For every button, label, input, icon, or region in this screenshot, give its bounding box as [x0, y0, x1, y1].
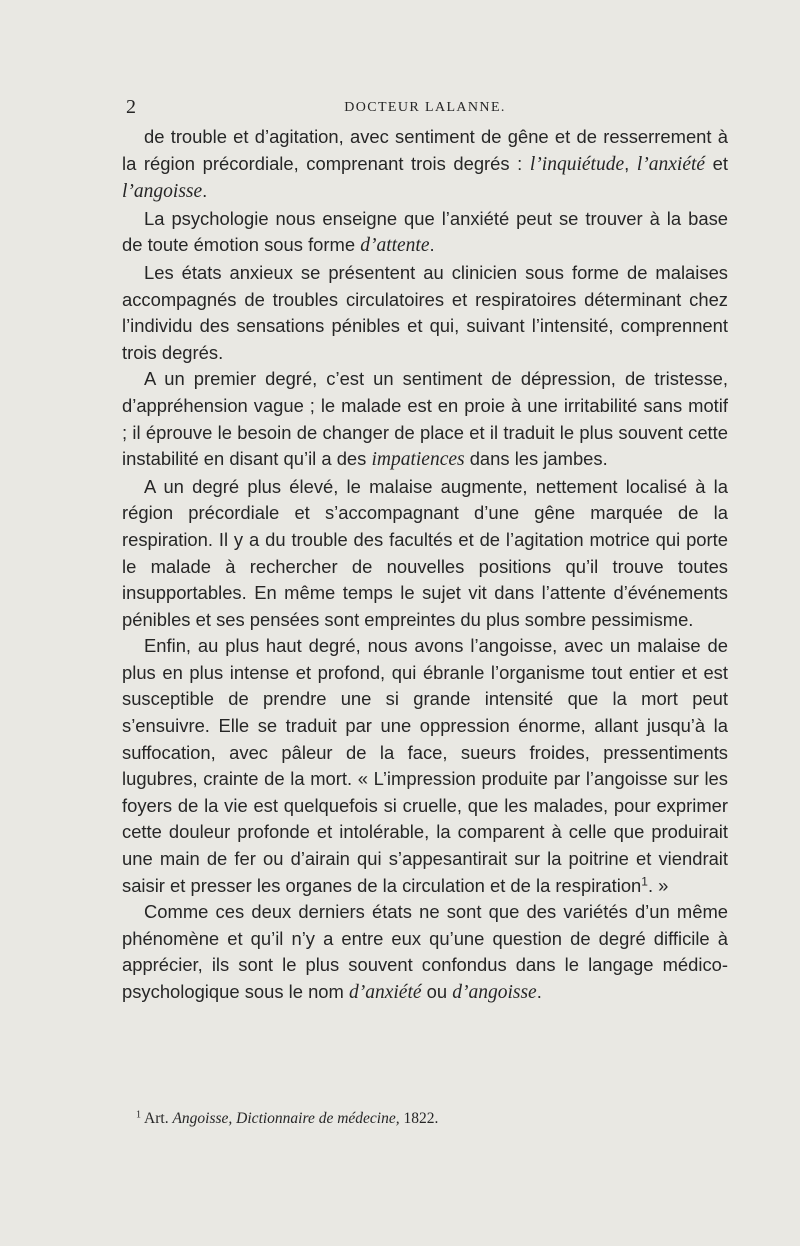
running-head: DOCTEUR LALANNE. [344, 100, 506, 115]
paragraph: A un premier degré, c’est un sentiment de dépression, de tristesse, d’appréhension vague ; le malade est en proie à une irritabilité sans motif ; il éprouve le besoin de changer de place et il traduit le plus souvent cette instabilité en disant qu’il a des impatiences dans les jambes. [122, 368, 728, 471]
footnote-reference[interactable]: 1 [641, 874, 648, 889]
page-header [122, 96, 728, 120]
footnote: $^1$ Art. Angoisse, Dictionnaire de médecine, 1822. [136, 1109, 439, 1127]
paragraph: Comme ces deux derniers états ne sont que des variétés d’un même phénomène et qu’il n’y a entre eux qu’une question de degré difficile à apprécier, ils sont le plus souvent confondus dans le langage médico-psychologique sous le nom d’anxiété ou d’angoisse. [122, 901, 728, 1003]
paragraph: Les états anxieux se présentent au clinicien sous forme de malaises accompagnés de troubles circulatoires et respiratoires déterminant chez l’individu des sensations pénibles et qui, suivant l’intensité, comprennent trois degrés. [122, 261, 728, 363]
page-number: 2 [126, 96, 136, 118]
footnote-marker: 1 [136, 1109, 142, 1121]
paragraph: La psychologie nous enseigne que l’anxiété peut se trouver à la base de toute émotion sous forme d’attente. [122, 207, 728, 257]
body-text [122, 124, 728, 1007]
paragraph: Enfin, au plus haut degré, nous avons l’angoisse, avec un malaise de plus en plus intense et profond, qui ébranle l’organisme tout entier et est susceptible de prendre une si grande intensité que la mort peut s’ensuivre. Elle se traduit par une oppression énorme, allant jusqu’à la suffocation, avec pâleur de la face, sueurs froides, pressentiments lugubres, crainte de la mort. « L’impression produite par l’angoisse sur les foyers de la vie est quelquefois si cruelle, que les malades, pour exprimer cette douleur profonde et intolérable, la comparent à celle que produirait une main de fer ou d’airain qui s’appesantirait sur la poitrine et viendrait saisir et presser les organes de la circulation et de la respiration$^1$. » [122, 635, 728, 896]
paragraph: de trouble et d’agitation, avec sentiment de gêne et de resserrement à la région précordiale, comprenant trois degrés : l’inquiétude, l’anxiété et l’angoisse. [122, 126, 728, 203]
paragraph: A un degré plus élevé, le malaise augmente, nettement localisé à la région précordiale et s’accompagnant d’une gêne marquée de la respiration. Il y a du trouble des facultés et de l’agitation motrice qui porte le malade à rechercher de nouvelles positions qu’il trouve toutes insupportables. En même temps le sujet vit dans l’attente d’événements pénibles et ses pensées sont empreintes du plus sombre pessimisme. [122, 475, 728, 630]
